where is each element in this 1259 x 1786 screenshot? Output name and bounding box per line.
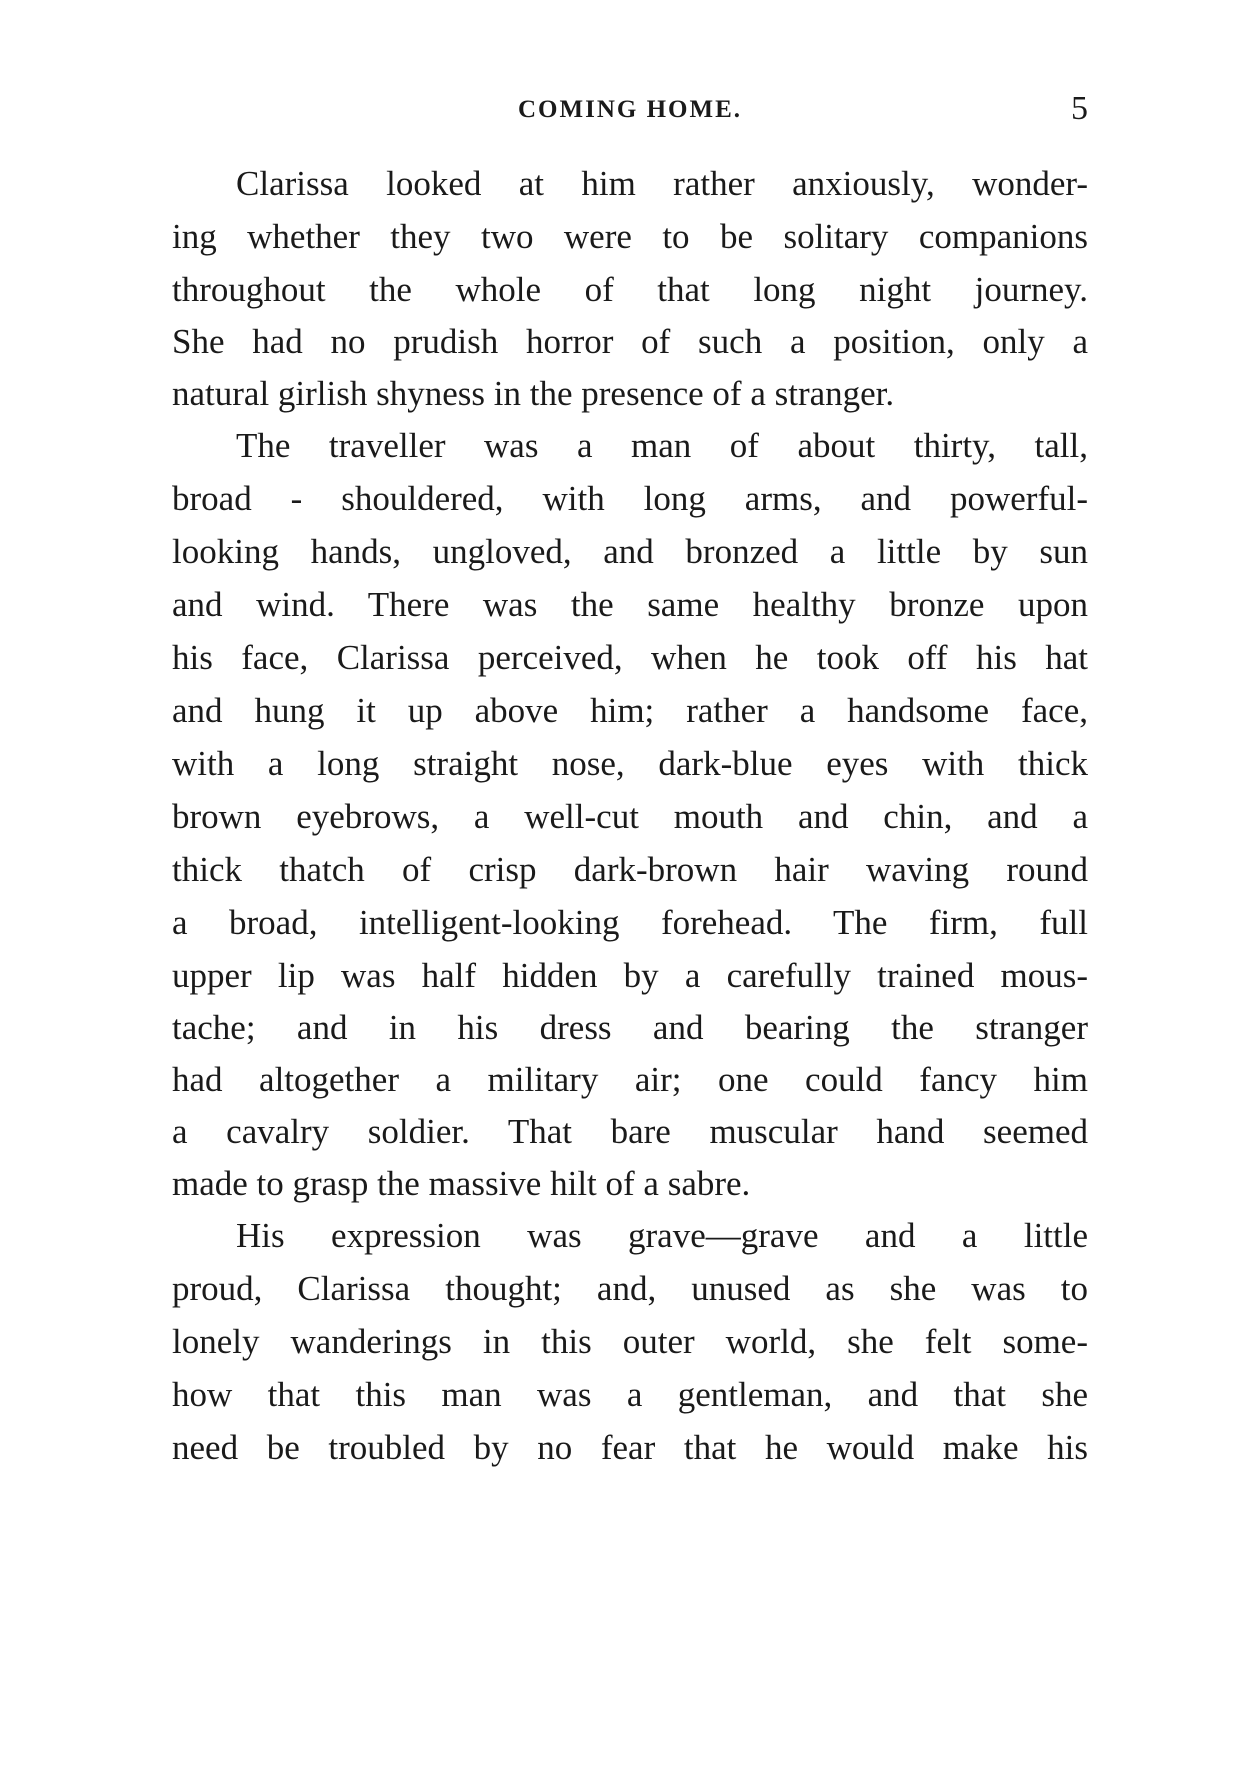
text-line: brown eyebrows, a well-cut mouth and chin, and a	[172, 797, 1088, 836]
text-line: looking hands, ungloved, and bronzed a little by sun	[172, 532, 1088, 571]
text-line: need be troubled by no fear that he would make his	[172, 1428, 1088, 1467]
text-line: broad - shouldered, with long arms, and powerful-	[172, 479, 1088, 518]
text-line: ing whether they two were to be solitary companions	[172, 217, 1088, 256]
text-line: The traveller was a man of about thirty, tall,	[236, 426, 1088, 465]
text-line: upper lip was half hidden by a carefully trained mous-	[172, 956, 1088, 995]
text-line: lonely wanderings in this outer world, she felt some-	[172, 1322, 1088, 1361]
text-line: proud, Clarissa thought; and, unused as she was to	[172, 1269, 1088, 1308]
text-line: throughout the whole of that long night journey.	[172, 270, 1088, 309]
text-line: and wind. There was the same healthy bronze upon	[172, 585, 1088, 624]
text-line: made to grasp the massive hilt of a sabre.	[172, 1164, 751, 1203]
text-line: His expression was grave—grave and a little	[236, 1216, 1088, 1255]
text-line: Clarissa looked at him rather anxiously, wonder-	[236, 164, 1088, 203]
text-line: with a long straight nose, dark-blue eyes with thick	[172, 744, 1088, 783]
running-head	[172, 90, 1088, 130]
text-line: thick thatch of crisp dark-brown hair waving round	[172, 850, 1088, 889]
text-line: and hung it up above him; rather a handsome face,	[172, 691, 1088, 730]
text-line: a cavalry soldier. That bare muscular hand seemed	[172, 1112, 1088, 1151]
text-line: She had no prudish horror of such a position, only a	[172, 322, 1088, 361]
running-title: COMING HOME.	[518, 96, 742, 123]
text-line: natural girlish shyness in the presence of a stranger.	[172, 374, 895, 413]
text-line: had altogether a military air; one could fancy him	[172, 1060, 1088, 1099]
page-number: 5	[1071, 90, 1088, 127]
text-line: a broad, intelligent-looking forehead. The firm, full	[172, 903, 1088, 942]
text-line: his face, Clarissa perceived, when he took off his hat	[172, 638, 1088, 677]
text-line: how that this man was a gentleman, and that she	[172, 1375, 1088, 1414]
text-line: tache; and in his dress and bearing the stranger	[172, 1008, 1088, 1047]
